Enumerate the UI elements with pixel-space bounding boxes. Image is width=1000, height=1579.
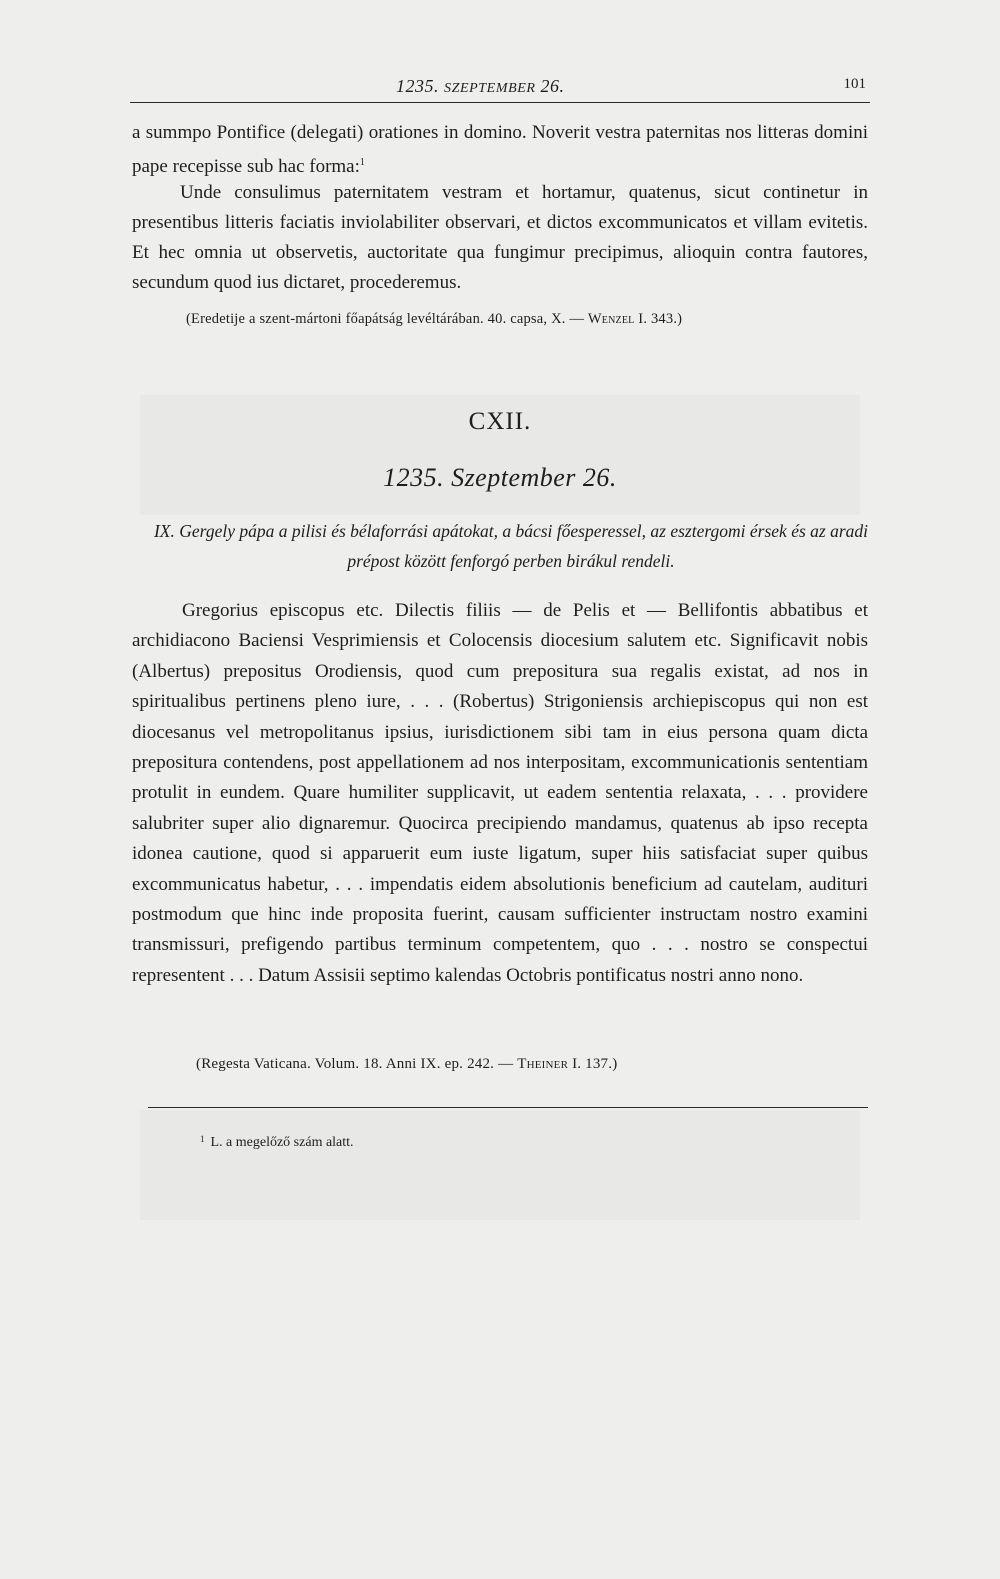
document-summary: IX. Gergely pápa a pilisi és bélaforrási apátokat, a bácsi főesperessel, az esztergomi érsek és az aradi prépost között fenforgó perben birákul rendeli. [153,521,868,571]
footnote-reference: 1 [359,157,365,168]
citation-author: Wenzel [587,311,635,327]
source-citation [186,311,682,328]
header-day: 26. [540,76,565,96]
footnote-text: L. a megelőző szám alatt. [210,1135,354,1150]
running-header [130,74,870,103]
citation-text: (Regesta Vaticana. Volum. 18. Anni IX. ep. 242. — [196,1056,514,1072]
citation-author: Theiner [517,1056,569,1072]
paragraph-body: Unde consulimus paternitatem vestram et hortamur, quatenus, sicut continetur in presentibus litteris faciatis inviolabiliter observari, et dictos excommunicatos et villam evitetis. Et hec omnia ut observetis, auctoritate qua fungimur precipimus, alioquin contra fautores, secundum quod ius dictaret, procederemus. [132,182,868,293]
document-date: 1235. Szeptember 26. [383,463,617,492]
header-date [396,76,565,97]
citation-text: (Eredetije a szent-mártoni főapátság levéltárában. 40. capsa, X. — [186,311,585,327]
bleed-through-shadow [140,1110,860,1220]
paragraph-continuation [132,118,868,182]
footnote [200,1134,354,1151]
citation-ref: I. 137.) [572,1056,618,1072]
header-year: 1235. [396,76,439,96]
page-number: 101 [843,76,866,92]
header-month: SZEPTEMBER [444,81,536,96]
footnote-divider [148,1107,868,1108]
source-citation [196,1056,617,1073]
document-body: Gregorius episcopus etc. Dilectis filiis — de Pelis et — Bellifontis abbatibus et archidiacono Baciensi Vesprimiensis et Colocensis diocesium salutem etc. Significavit nobis (Albertus) prepositus Orodiensis, quod cum prepositura sua regalis existat, ad nos in spiritualibus pertinens pleno iure, . . . (Robertus) Strigoniensis archiepiscopus qui non est diocesanus vel metropolitanus ipsius, iurisdictionem sibi tam in eius persona quam dicta prepositura contendens, post appellationem ad nos interpositam, excommunicationis sententiam protulit in eundem. Quare humiliter supplicavit, ut eadem sententia relaxata, . . . providere salubriter super alio dignaremur. Quocirca precipiendo mandamus, quatenus ab ipso recepta idonea cautione, quod si apparuerit eum iuste ligatum, super hiis satisfaciat super quibus excommunicatus habetur, . . . impendatis eidem absolutionis beneficium ad cautelam, audituri postmodum que hinc inde proposita fuerint, causam sufficienter instructam nostro examini transmissuri, prefigendo partibus terminum competentem, quo . . . nostro se conspectui representent . . . Datum Assisii septimo kalendas Octobris pontificatus nostri anno nono. [132,600,868,986]
paragraph-text: a summpo Pontifice (delegati) orationes in domino. Noverit vestra paternitas nos litteras domini pape recepisse sub hac forma: [132,122,868,177]
document-number: CXII. [468,408,532,435]
citation-ref: I. 343.) [638,311,683,327]
footnote-mark: 1 [200,1134,205,1144]
